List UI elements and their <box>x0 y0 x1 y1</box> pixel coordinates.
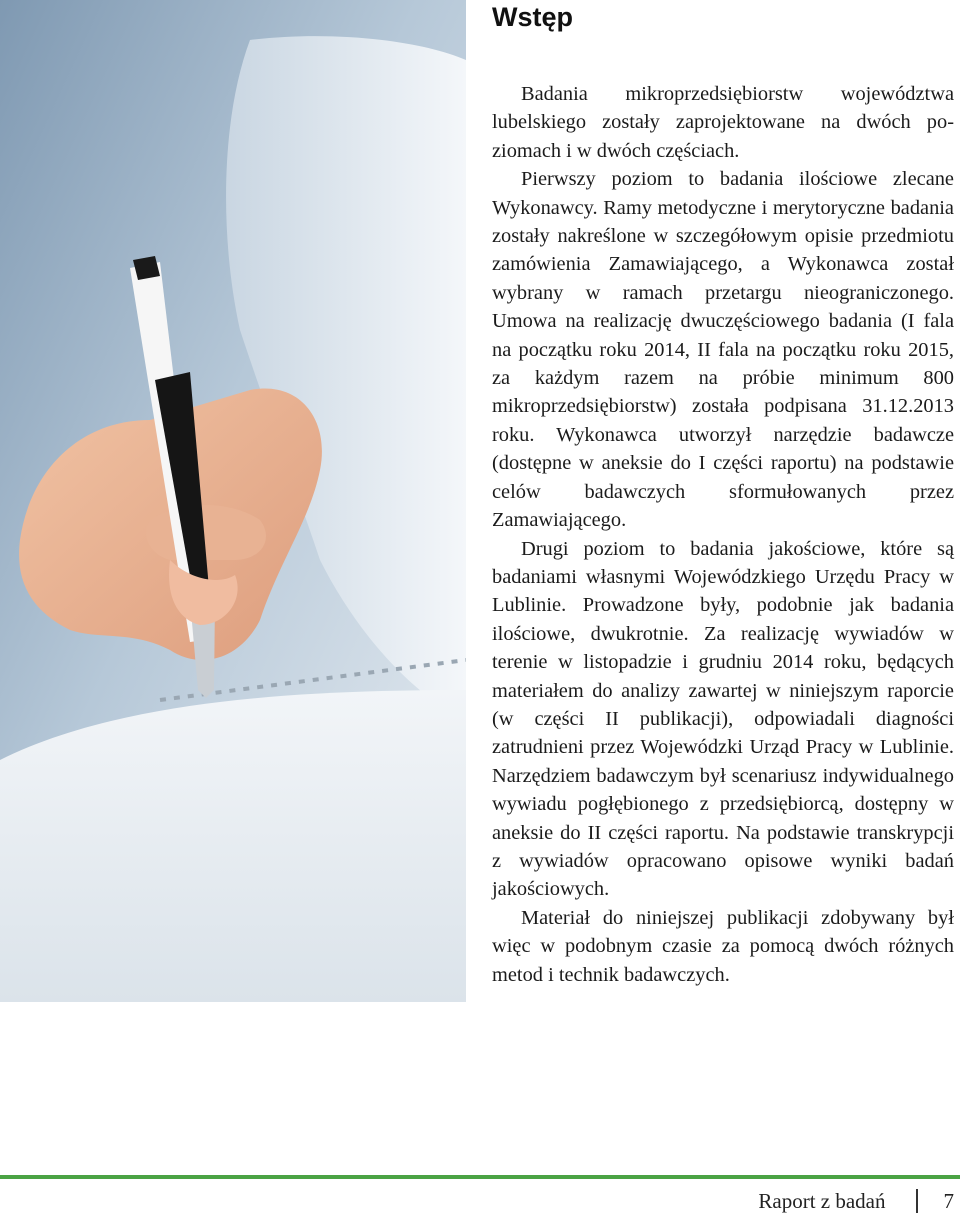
footer-divider <box>0 1175 960 1179</box>
page-number: 7 <box>943 1188 954 1213</box>
paragraph-2: Pierwszy poziom to badania ilościowe zlecane Wykonawcy. Ramy metodyczne i merytoryczne badania zostały nakreślone w szczegółowym opisie przedmiotu zamówienia Zamawiającego, a Wykonawca został wybrany w ramach przetargu nieograniczonego. Umowa na realizację dwuczęściowego badania (I fala na początku roku 2014, II fala na początku roku 2015, za każdym razem na próbie minimum 800 mikroprzedsiębiorstw) została podpisana 31.12.2013 roku. Wykonawca utworzył narzędzie badawcze (dostępne w aneksie do I części raportu) na podstawie celów badawczych sformułowanych przez Zamawiającego. <box>492 168 954 532</box>
page-title: Wstęp <box>492 2 573 32</box>
footer-separator <box>916 1189 918 1213</box>
paragraph-3: Drugi poziom to badania jakościowe, które są badaniami własnymi Wojewódzkiego Urzędu Pracy w Lublinie. Prowadzone były, podobnie jak badania ilościowe, dwukrotnie. Za realizację wywiadów w terenie w listopadzie i grudniu 2014 roku, będących materiałem do analizy zawartej w niniejszym raporcie (w części II publikacji), odpowiadali diagności zatrudnieni przez Wojewódzki Urząd Pracy w Lublinie. Narzędziem badawczym był scenariusz indywidualnego wywiadu pogłębionego z przedsiębiorcą, dostępny w aneksie do II części raportu. Na podstawie transkrypcji z wywiadów opracowano opisowe wyniki badań jakościowych. <box>492 537 954 901</box>
paragraph-4: Materiał do niniejszej publikacji zdobywany był więc w podobnym czasie za pomocą dwóch różnych metod i technik badawczych. <box>492 906 954 986</box>
body-text <box>492 80 954 989</box>
paragraph-1: Badania mikroprzedsiębiorstw województwa lubelskiego zostały zaprojektowane na dwóch poziomach i w dwóch częściach. <box>492 83 954 162</box>
page-footer <box>758 1186 954 1216</box>
footer-label: Raport z badań <box>758 1188 886 1213</box>
paper-sheet <box>0 690 466 1002</box>
hand-writing-photo <box>0 0 466 1002</box>
